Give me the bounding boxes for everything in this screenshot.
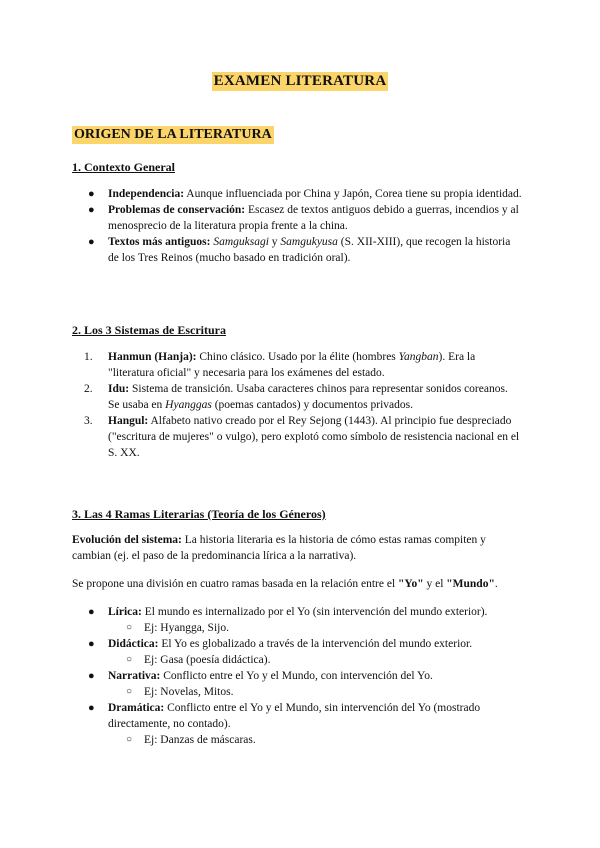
circle-bullet-icon: ○	[126, 654, 133, 665]
bullet-icon: ●	[88, 638, 95, 650]
bullet-icon: ●	[88, 606, 95, 618]
list-item: ● Independencia: Aunque influenciada por China y Japón, Corea tiene su propia identidad.	[88, 188, 522, 200]
circle-bullet-icon: ○	[126, 686, 133, 697]
sub-list-item: ○ Ej: Novelas, Mitos.	[126, 686, 234, 698]
circle-bullet-icon: ○	[126, 734, 133, 745]
list-item: 2. Idu: Sistema de transición. Usaba caracteres chinos para representar sonidos coreanos. Se usaba en Hyanggas (poemas cantados) y documentos privados.	[84, 383, 508, 411]
sub-list-item: ○ Ej: Danzas de máscaras.	[126, 734, 256, 746]
bullet-icon: ●	[88, 702, 95, 714]
list-item: 1. Hanmun (Hanja): Chino clásico. Usado por la élite (hombres Yangban). Era la "literatura oficial" y necesaria para los exámenes del estado.	[84, 351, 476, 379]
bullet-icon: ●	[88, 188, 95, 200]
heading-contexto: 1. Contexto General	[72, 160, 175, 174]
list-contexto	[72, 186, 522, 266]
list-sistemas	[72, 349, 522, 461]
list-item: ● Narrativa: Conflicto entre el Yo y el Mundo, con intervención del Yo.	[88, 670, 433, 682]
sub-list-item: ○ Ej: Hyangga, Sijo.	[126, 622, 229, 634]
sub-list-item: ○ Ej: Gasa (poesía didáctica).	[126, 654, 271, 666]
list-item: 3. Hangul: Alfabeto nativo creado por el Rey Sejong (1443). Al principio fue despreciado ("escritura de mujeres" o vulgo), pero explotó como símbolo de resistencia nacional en el S. XX.	[84, 415, 520, 459]
section-title: ORIGEN DE LA LITERATURA	[74, 127, 272, 142]
list-item: ● Textos más antiguos: Samguksagi y Samgukyusa (S. XII-XIII), que recogen la historia de los Tres Reinos (mucho basado en tradición oral).	[88, 236, 511, 264]
bullet-icon: ●	[88, 670, 95, 682]
paragraph-division: Se propone una división en cuatro ramas basada en la relación entre el "Yo" y el "Mundo".	[72, 578, 498, 590]
list-ramas	[72, 604, 522, 748]
page-title: EXAMEN LITERATURA	[213, 73, 387, 89]
list-item: ● Didáctica: El Yo es globalizado a través de la intervención del mundo exterior.	[88, 638, 473, 650]
bullet-icon: ●	[88, 204, 95, 216]
heading-sistemas: 2. Los 3 Sistemas de Escritura	[72, 323, 226, 337]
heading-ramas: 3. Las 4 Ramas Literarias (Teoría de los Géneros)	[72, 507, 326, 521]
list-item: ● Dramática: Conflicto entre el Yo y el Mundo, sin intervención del Yo (mostrado directamente, no contado).	[88, 702, 481, 730]
paragraph-evolucion: Evolución del sistema: La historia literaria es la historia de cómo estas ramas compiten y cambian (ej. el paso de la predominancia lírica a la narrativa).	[72, 534, 486, 562]
list-item: ● Problemas de conservación: Escasez de textos antiguos debido a guerras, incendios y al menosprecio de la literatura propia frente a la china.	[88, 204, 519, 232]
list-item: ● Lírica: El mundo es internalizado por el Yo (sin intervención del mundo exterior).	[88, 606, 488, 618]
bullet-icon: ●	[88, 236, 95, 248]
circle-bullet-icon: ○	[126, 622, 133, 633]
